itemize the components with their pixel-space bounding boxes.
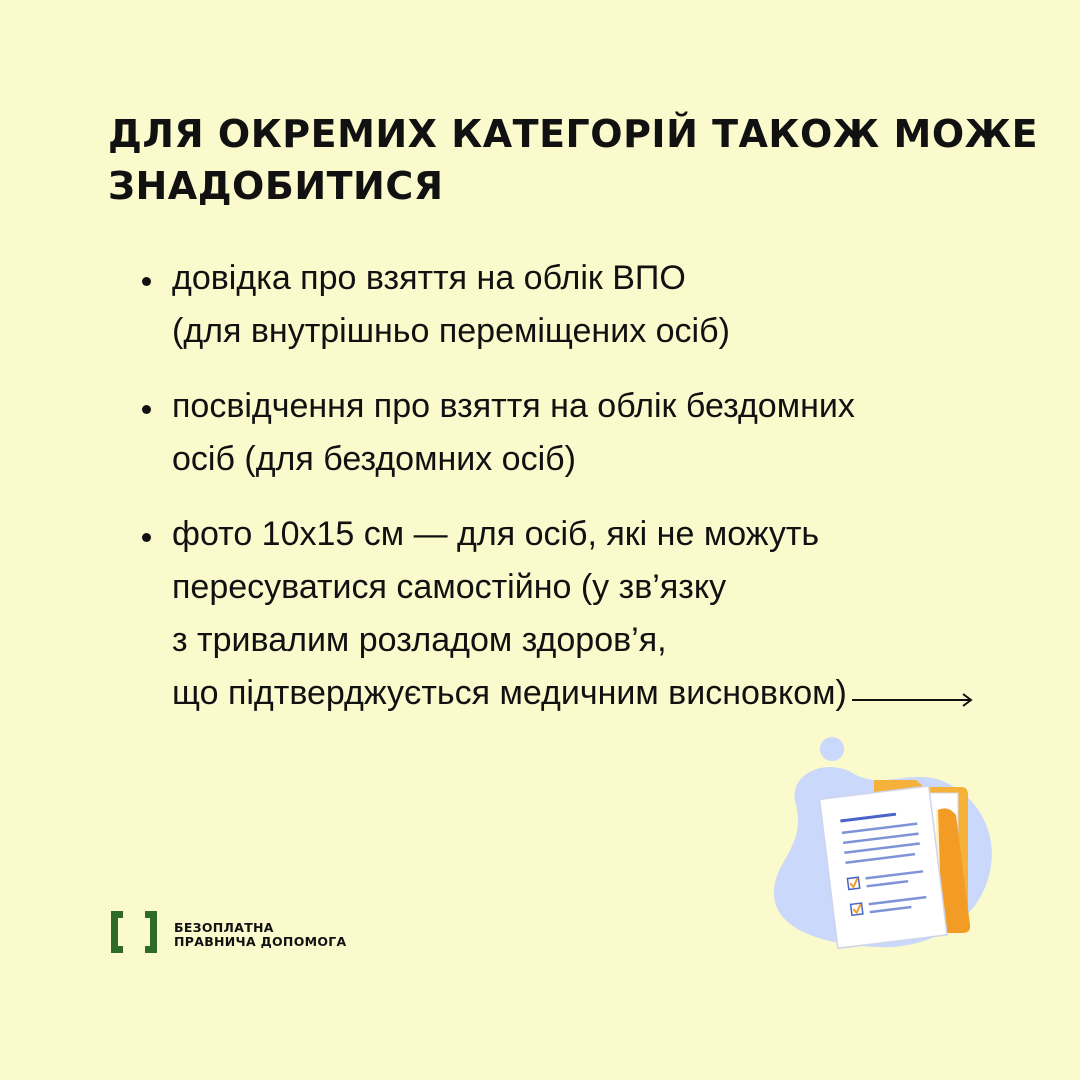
list-item bbox=[140, 380, 1000, 486]
list-item-line: осіб (для бездомних осіб) bbox=[172, 440, 576, 478]
logo bbox=[108, 908, 347, 961]
list-item-line: довідка про взяття на облік ВПО bbox=[172, 259, 686, 297]
list-item-line: пересуватися самостійно (у зв’язку bbox=[172, 568, 727, 606]
bullet-icon bbox=[142, 533, 151, 542]
bullet-icon bbox=[142, 405, 151, 414]
requirements-list bbox=[140, 252, 1000, 742]
bullet-icon bbox=[142, 277, 151, 286]
page-title bbox=[108, 108, 1039, 212]
title-line: ЗНАДОБИТИСЯ bbox=[108, 164, 444, 208]
documents-folder-illustration bbox=[766, 735, 1006, 960]
list-item-line: посвідчення про взяття на облік бездомних bbox=[172, 387, 855, 425]
list-item-line: (для внутрішньо переміщених осіб) bbox=[172, 312, 730, 350]
logo-text bbox=[174, 921, 347, 949]
list-item-line: з тривалим розладом здоров’я, bbox=[172, 621, 667, 659]
logo-text-line: БЕЗОПЛАТНА bbox=[174, 919, 274, 935]
logo-text-line: ПРАВНИЧА ДОПОМОГА bbox=[174, 933, 347, 949]
bracket-logo-icon bbox=[108, 908, 160, 961]
list-item-line: фото 10x15 см — для осіб, які не можуть bbox=[172, 515, 820, 553]
list-item bbox=[140, 508, 1000, 720]
list-item bbox=[140, 252, 1000, 358]
title-line: ДЛЯ ОКРЕМИХ КАТЕГОРІЙ ТАКОЖ МОЖЕ bbox=[108, 112, 1039, 156]
list-item-line: що підтверджується медичним висновком) bbox=[172, 674, 847, 712]
arrow-right-icon[interactable] bbox=[850, 690, 974, 715]
